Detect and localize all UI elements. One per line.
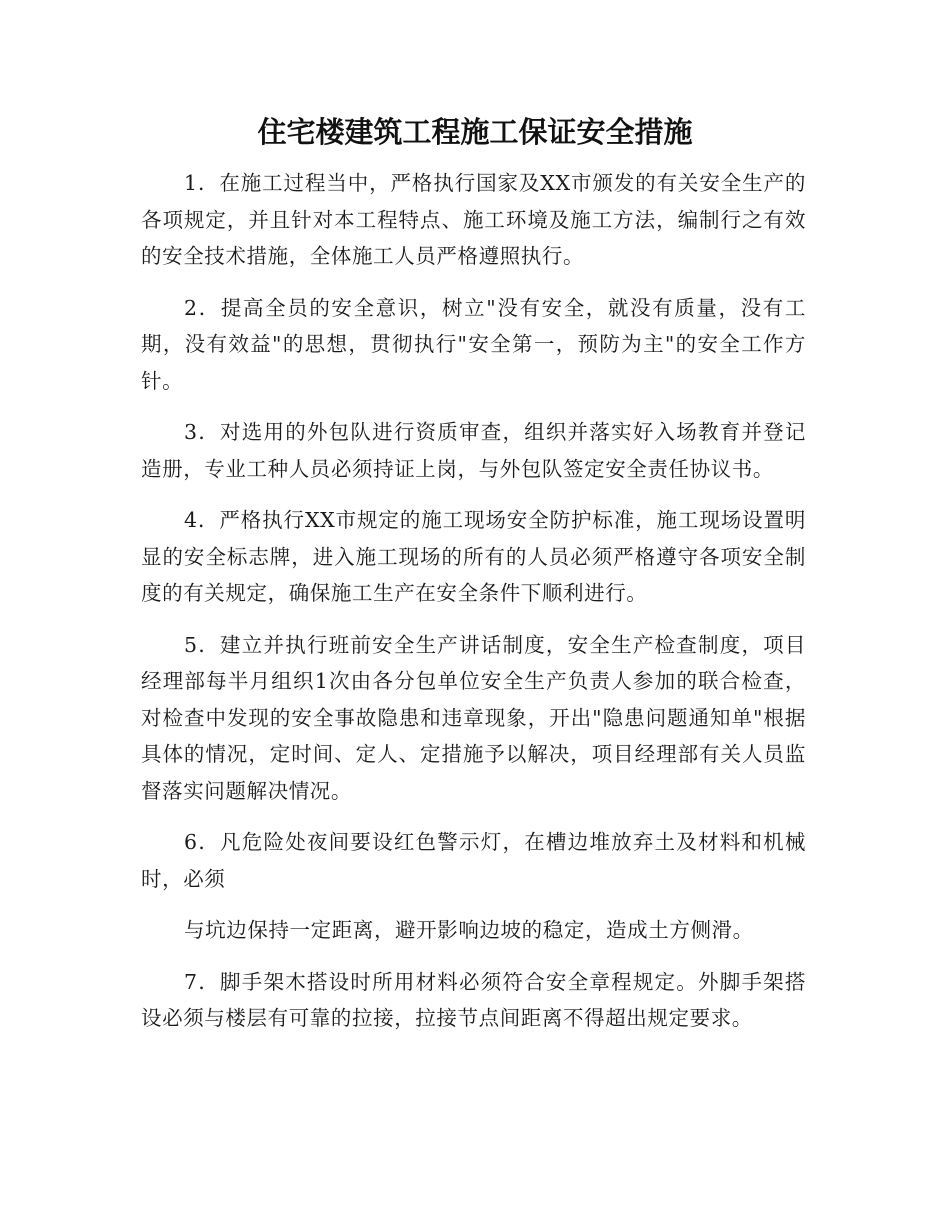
paragraph-7: 7．脚手架木搭设时所用材料必须符合安全章程规定。外脚手架搭设必须与楼层有可靠的拉接，拉接节点间距离不得超出规定要求。 [141,969,806,1030]
paragraph-6: 6．凡危险处夜间要设红色警示灯，在槽边堆放弃土及材料和机械时，必须 [141,830,806,891]
paragraph-1: 1．在施工过程当中，严格执行国家及XX市颁发的有关安全生产的各项规定，并且针对本工程特点、施工环境及施工方法，编制行之有效的安全技术措施，全体施工人员严格遵照执行。 [141,171,806,268]
paragraph-4: 4．严格执行XX市规定的施工现场安全防护标准，施工现场设置明显的安全标志牌，进入施工现场的所有的人员必须严格遵守各项安全制度的有关规定，确保施工生产在安全条件下顺利进行。 [141,508,806,605]
paragraph-6-continued: 与坑边保持一定距离，避开影响边坡的稳定，造成土方侧滑。 [184,918,754,942]
paragraph-2: 2．提高全员的安全意识，树立"没有安全，就没有质量，没有工期，没有效益"的思想，贯彻执行"安全第一，预防为主"的安全工作方针。 [141,295,806,393]
document-body [141,165,806,1052]
paragraph-3: 3．对选用的外包队进行资质审查，组织并落实好入场教育并登记造册，专业工种人员必须持证上岗，与外包队签定安全责任协议书。 [141,420,806,481]
paragraph-5: 5．建立并执行班前安全生产讲话制度，安全生产检查制度，项目经理部每半月组织1次由各分包单位安全生产负责人参加的联合检查，对检查中发现的安全事故隐患和违章现象，开出"隐患问题通知单"根据具体的情况，定时间、定人、定措施予以解决，项目经理部有关人员监督落实问题解决情况。 [141,632,806,803]
document-title: 住宅楼建筑工程施工保证安全措施 [257,115,693,149]
